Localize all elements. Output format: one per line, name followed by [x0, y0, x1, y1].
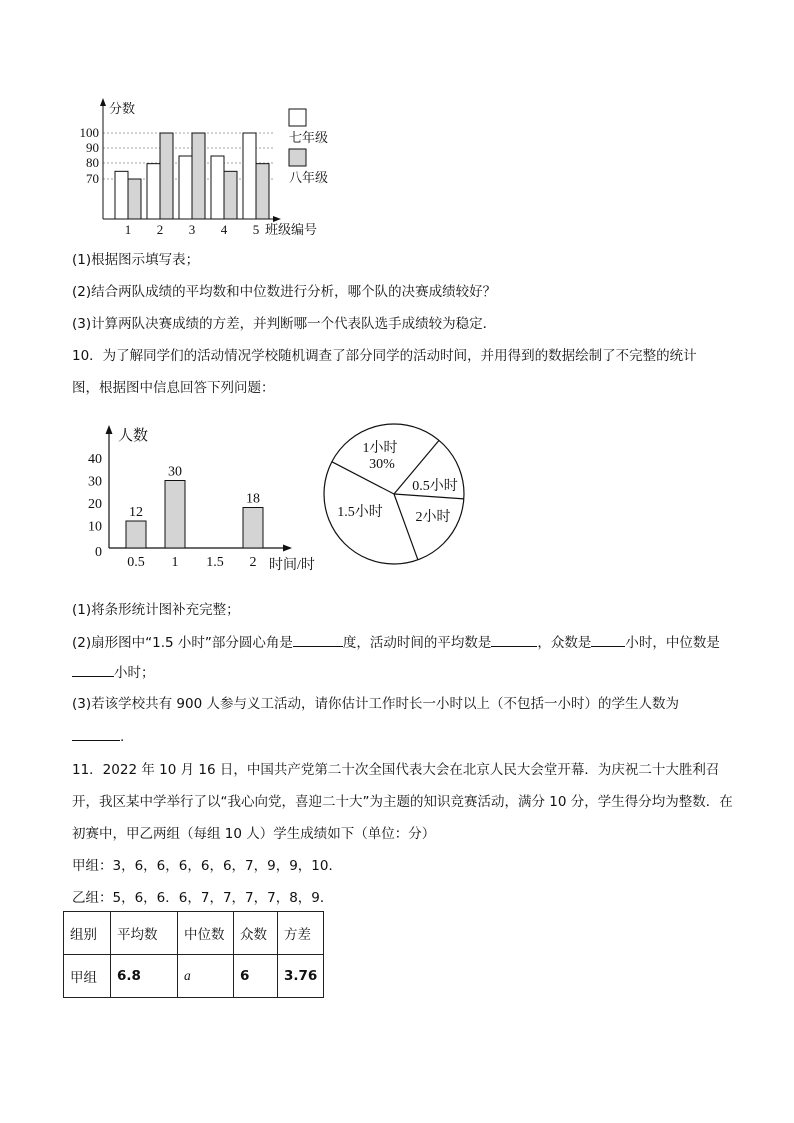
legend-label-grade8: 八年级: [289, 171, 329, 186]
q10-part2-d: 小时，中位数是: [625, 635, 720, 651]
q10-part2-line1: [72, 632, 720, 653]
q10-part2-e: 小时；: [114, 665, 155, 681]
c1-bar-grade7: [147, 164, 160, 219]
c2-bar: [126, 521, 146, 548]
c1-bar-grade8: [128, 179, 141, 219]
c1-category-label: 5: [252, 222, 260, 237]
c1-bar-grade7: [179, 156, 192, 219]
c2-x-arrow: [283, 545, 292, 552]
q11-stats-table: [63, 911, 324, 998]
pie-slice-value-1h: 30%: [369, 457, 395, 472]
pie-slice-label-2h: 2小时: [415, 510, 451, 525]
q9-part1: (1)根据图示填写表；: [72, 252, 200, 268]
c1-category-label: 1: [124, 222, 132, 237]
c1-x-label: 班级编号: [265, 223, 318, 238]
c1-y-tick-label: 100: [79, 125, 99, 140]
pie-slice-label-1.5h: 1.5小时: [337, 505, 383, 520]
q10-angle-blank: [293, 632, 343, 647]
c2-data-label: 30: [168, 464, 182, 480]
activity-time-bar-chart: [85, 420, 330, 580]
q10-part3: (3)若该学校共有 900 人参与义工活动，请你估计工作时长一小时以上（不包括一小时）的学生人数为: [72, 696, 679, 712]
c2-category-label: 1: [171, 555, 179, 570]
q10-part2-line2: [72, 662, 155, 683]
q10-part3-line2: [72, 726, 124, 747]
c1-category-label: 3: [188, 222, 196, 237]
c2-y-tick-label: 0: [95, 545, 102, 560]
c1-y-tick-label: 80: [86, 155, 99, 170]
pie-slice-label-1h: 1小时: [362, 441, 398, 456]
q10-mean-blank: [491, 632, 537, 647]
table-header-row: [64, 912, 324, 955]
c1-category-label: 4: [220, 222, 228, 237]
c1-bar-grade8: [160, 133, 173, 219]
q9-part2: (2)结合两队成绩的平均数和中位数进行分析，哪个队的决赛成绩较好？: [72, 284, 497, 300]
q10-part2-b: 度，活动时间的平均数是: [342, 635, 492, 651]
q10-stem-line1: 10．为了解同学们的活动情况学校随机调查了部分同学的活动时间，并用得到的数据绘制了不完整的统计: [72, 348, 697, 364]
legend-label-grade7: 七年级: [289, 131, 329, 146]
c1-bar-grade7: [243, 133, 256, 219]
table-cell: 6: [234, 955, 278, 998]
c2-data-label: 18: [246, 491, 260, 507]
c1-bar-grade7: [211, 156, 224, 219]
c2-category-label: 0.5: [127, 555, 145, 570]
q10-median-blank: [72, 662, 114, 677]
c2-y-arrow: [106, 425, 113, 434]
table-header-cell: 方差: [278, 912, 324, 955]
c1-x-arrow: [273, 216, 281, 222]
c1-bar-grade8: [256, 164, 269, 219]
q10-count-blank: [72, 726, 120, 741]
c2-category-label: 2: [249, 555, 257, 570]
grade-score-bar-chart: [60, 95, 350, 245]
q11-stem-line3: 初赛中，甲乙两组（每组 10 人）学生成绩如下（单位：分）: [72, 826, 436, 842]
c1-category-label: 2: [156, 222, 164, 237]
q10-part1: (1)将条形统计图补充完整；: [72, 602, 240, 618]
c2-y-tick-label: 10: [88, 519, 102, 535]
table-cell: 甲组: [64, 955, 111, 998]
c2-y-label: 人数: [118, 428, 149, 444]
table-header-cell: 中位数: [178, 912, 234, 955]
q10-part2-a: (2)扇形图中“1.5 小时”部分圆心角是: [72, 635, 293, 651]
q11-group-b-scores: 乙组：5，6，6．6，7，7，7，7，8，9．: [72, 890, 334, 906]
q10-part2-c: ，众数是: [537, 635, 592, 651]
c2-y-tick-label: 40: [88, 452, 102, 467]
c2-x-label: 时间/时: [269, 558, 315, 573]
q11-stem-line2: 开，我区某中学举行了以“我心向党，喜迎二十大”为主题的知识竞赛活动，满分 10 分，学生得分均为整数．在: [72, 794, 733, 810]
c1-y-tick-label: 70: [86, 171, 99, 186]
c2-y-tick-label: 20: [88, 497, 102, 512]
q10-stem-line2: 图，根据图中信息回答下列问题：: [72, 380, 275, 396]
q11-stem-line1: 11．2022 年 10 月 16 日，中国共产党第二十次全国代表大会在北京人民大会堂开幕．为庆祝二十大胜利召: [72, 762, 720, 778]
c2-bar: [243, 508, 263, 549]
legend-swatch-grade8: [289, 149, 306, 166]
q10-part3-end: .: [120, 729, 125, 745]
table-row: [64, 955, 324, 998]
table-cell: a: [178, 955, 234, 998]
table-cell: 3.76: [278, 955, 324, 998]
q10-mode-blank: [591, 632, 625, 647]
legend-swatch-grade7: [289, 109, 306, 126]
c2-bar: [165, 481, 185, 549]
c1-bar-grade7: [115, 171, 128, 219]
table-header-cell: 众数: [234, 912, 278, 955]
pie-slice-label-0.5h: 0.5小时: [412, 479, 458, 494]
c2-data-label: 12: [129, 505, 143, 520]
c1-bar-grade8: [192, 133, 205, 219]
c1-y-label: 分数: [109, 101, 136, 116]
activity-time-pie-chart: [318, 422, 468, 567]
table-header-cell: 平均数: [111, 912, 178, 955]
c1-y-arrow: [100, 98, 106, 106]
c2-y-tick-label: 30: [88, 474, 102, 490]
q11-group-a-scores: 甲组：3，6，6，6，6，6，7，9，9，10．: [72, 858, 342, 874]
table-cell: 6.8: [111, 955, 178, 998]
c2-category-label: 1.5: [206, 555, 224, 570]
c1-y-tick-label: 90: [86, 140, 99, 155]
c1-bar-grade8: [224, 171, 237, 219]
table-header-cell: 组别: [64, 912, 111, 955]
q9-part3: (3)计算两队决赛成绩的方差，并判断哪一个代表队选手成绩较为稳定．: [72, 316, 497, 332]
